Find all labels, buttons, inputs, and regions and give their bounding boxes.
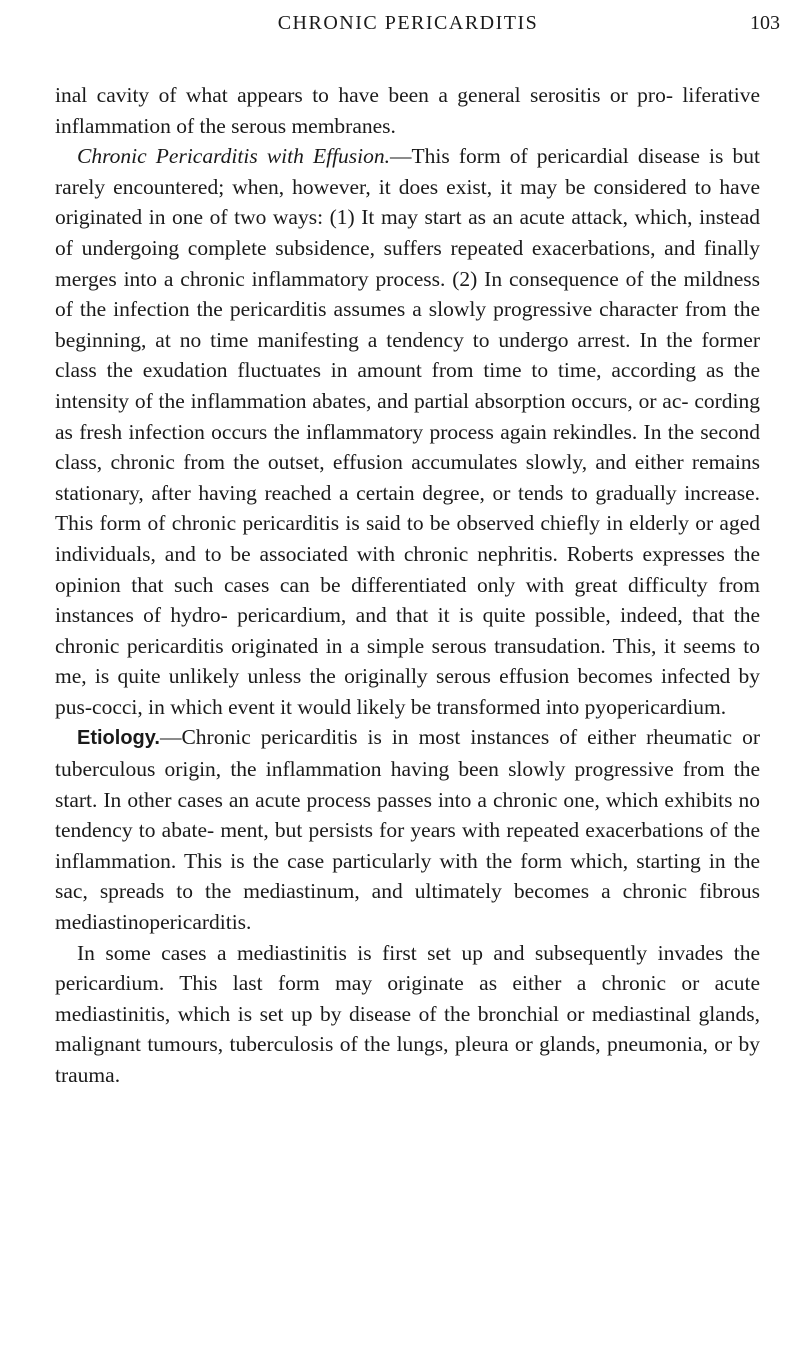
- running-title: CHRONIC PERICARDITIS: [277, 12, 539, 34]
- section-heading-effusion: Chronic Pericarditis with Effusion.: [77, 144, 391, 169]
- paragraph-text: inal cavity of what appears to have been a general serositis or pro- liferative inflammation of the serous membranes.: [55, 83, 760, 138]
- paragraph-text: —This form of pericardial disease is but rarely encountered; when, however, it does exist, it may be considered to have originated in one of two ways: (1) It may start as an acute attack, which, instead of undergoing complete subsidence, suffers repeated exacerbations, and finally merges into a chronic inflammatory process. (2) In consequence of the mildness of the infection the pericarditis assumes a slowly progressive character from the beginning, at no time manifesting a tendency to undergo arrest. In the former class the exudation fluctuates in amount from time to time, according as the intensity of the inflammation abates, and partial absorption occurs, or ac- cording as fresh infection occurs the inflammatory process again rekindles. In the second class, chronic from the outset, effusion accumulates slowly, and either remains stationary, after having reached a certain degree, or tends to gradually increase. This form of chronic pericarditis is said to be observed chiefly in elderly or aged individuals, and to be associated with chronic nephritis. Roberts expresses the opinion that such cases can be differentiated only with great difficulty from instances of hydro- pericardium, and that it is quite possible, indeed, that the chronic pericarditis originated in a simple serous transudation. This, it seems to me, is quite unlikely unless the originally serous effusion becomes infected by pus-cocci, in which event it would likely be transformed into pyopericardium.: [55, 144, 760, 719]
- paragraph-continued: [55, 80, 760, 141]
- paragraph-mediastinitis: [55, 938, 760, 1091]
- running-header: [82, 6, 798, 36]
- paragraph-etiology: [55, 722, 760, 937]
- paragraph-text: In some cases a mediastinitis is first set up and subsequently invades the pericardium. This last form may originate as either a chronic or acute mediastinitis, which is set up by disease of the bronchial or mediastinal glands, malignant tumours, tuberculosis of the lungs, pleura or glands, pneumonia, or by trauma.: [55, 940, 760, 1087]
- page-number: 103: [750, 12, 780, 34]
- paragraph-text: —Chronic pericarditis is in most instances of either rheumatic or tuberculous origin, the inflammation having been slowly progressive from the start. In other cases an acute process passes into a chronic one, which exhibits no tendency to abate- ment, but persists for years with repeated exacerbations of the inflammation. This is the case particularly with the form which, starting in the sac, spreads to the mediastinum, and ultimately becomes a chronic fibrous mediastinopericarditis.: [55, 725, 760, 935]
- paragraph-chronic-pericarditis-with-effusion: [55, 141, 760, 722]
- body-text: [55, 80, 760, 1091]
- section-heading-etiology: Etiology.: [77, 727, 160, 750]
